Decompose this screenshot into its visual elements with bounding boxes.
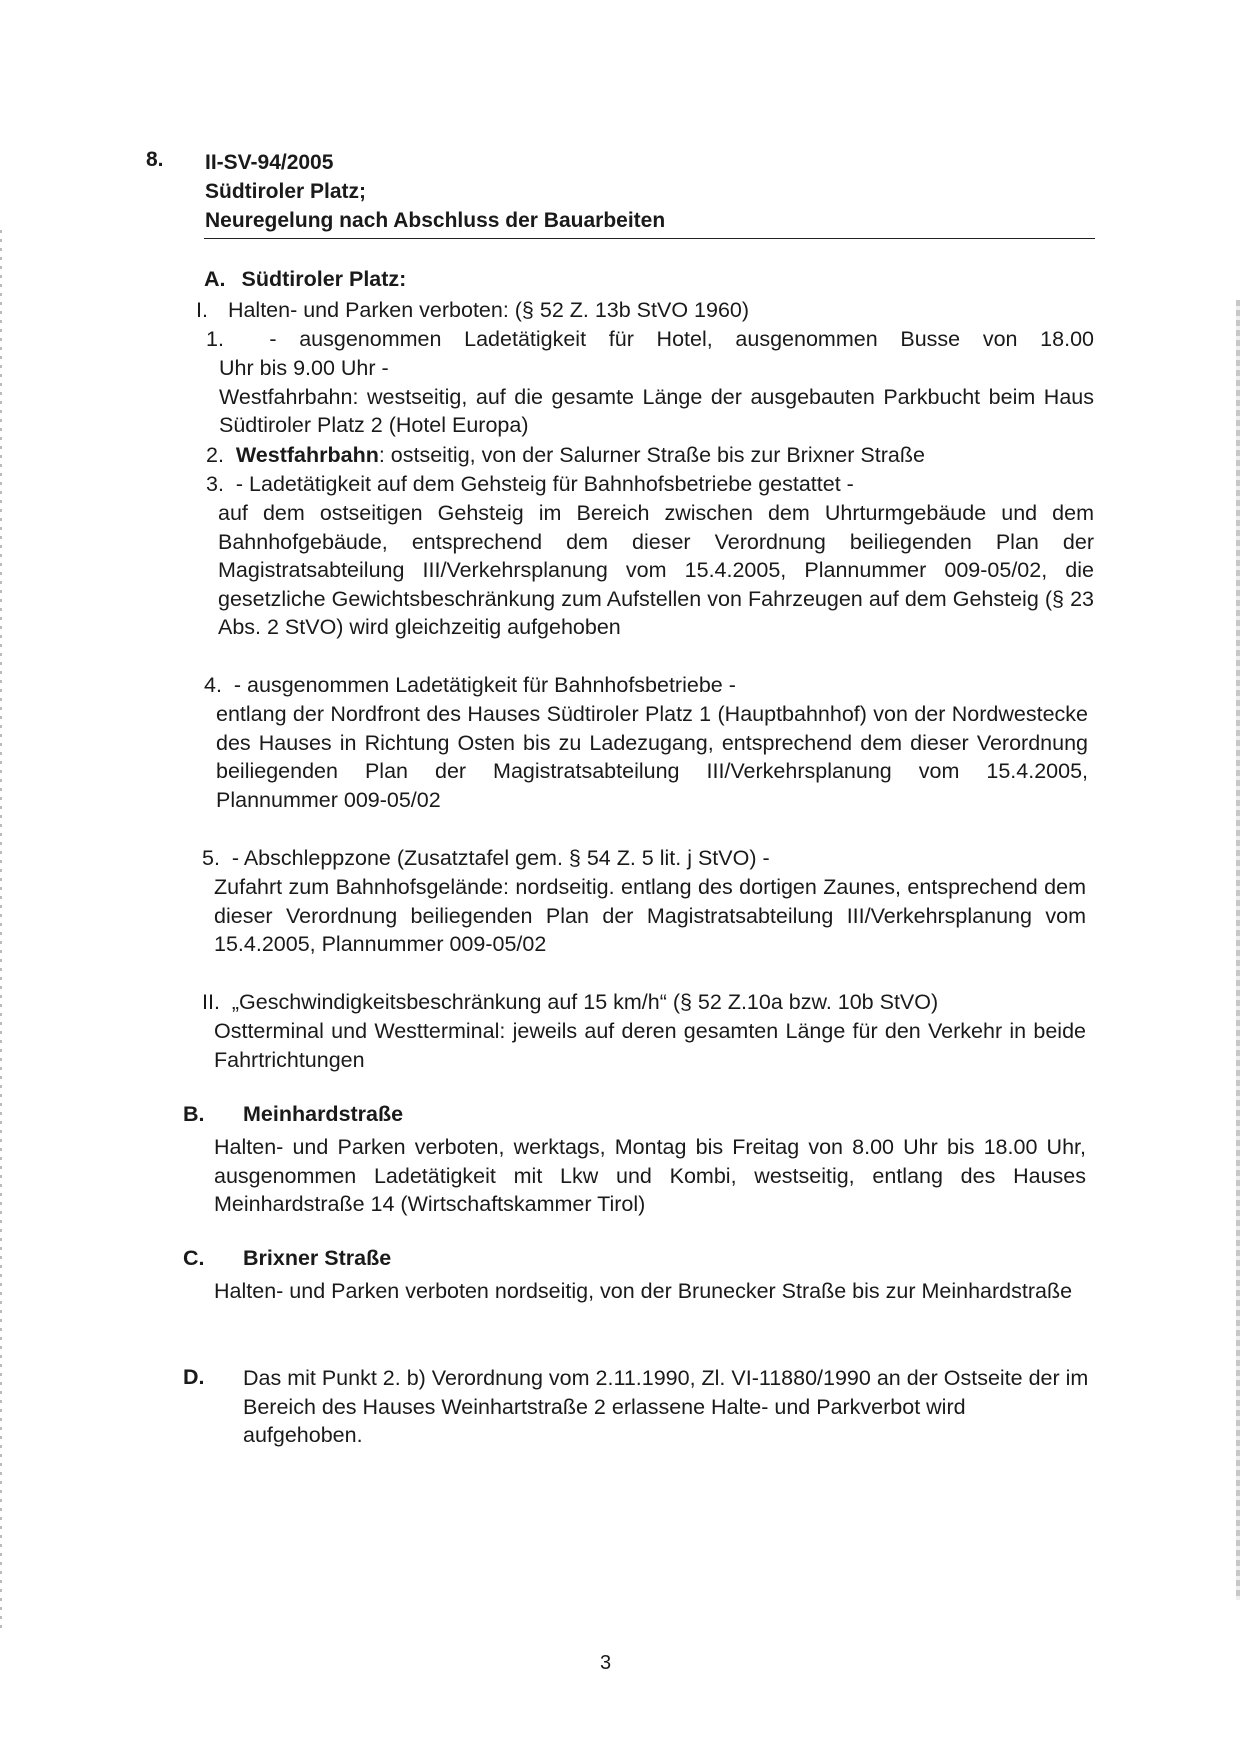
section-b-heading xyxy=(183,1102,404,1127)
roman-2-body: Ostterminal und Westterminal: jeweils auf deren gesamten Länge für den Verkehr in beide Fahrtrichtungen xyxy=(214,1019,1086,1072)
location-title: Südtiroler Platz; xyxy=(205,180,367,203)
roman-2-text: „Geschwindigkeitsbeschränkung auf 15 km/h“ (§ 52 Z.10a bzw. 10b StVO) xyxy=(231,990,939,1014)
item-1 xyxy=(206,325,1094,354)
heading-divider xyxy=(204,238,1095,239)
item-2-bold: Westfahrbahn xyxy=(235,443,379,467)
roman-1-number: I. xyxy=(196,298,208,322)
item-3-first-line: - Ladetätigkeit auf dem Gehsteig für Bahnhofsbetriebe gestattet - xyxy=(235,472,854,496)
subject-title: Neuregelung nach Abschluss der Bauarbeiten xyxy=(205,209,666,232)
section-d-letter: D. xyxy=(183,1365,205,1389)
item-4-first-line: - ausgenommen Ladetätigkeit für Bahnhofsbetriebe - xyxy=(233,673,736,697)
section-c-body: Halten- und Parken verboten nordseitig, von der Brunecker Straße bis zur Meinhardstraße xyxy=(214,1279,1073,1303)
agenda-number: 8. xyxy=(146,148,164,171)
item-5-body: Zufahrt zum Bahnhofsgelände: nordseitig. entlang des dortigen Zaunes, entsprechend dem dieser Verordnung beiliegenden Plan der Magistratsabteilung III/Verkehrsplanung vom 15.4.2005, Plannummer 009-05/02 xyxy=(214,875,1086,956)
reference-number: II-SV-94/2005 xyxy=(205,151,334,174)
section-d-body: Das mit Punkt 2. b) Verordnung vom 2.11.1990, Zl. VI-11880/1990 an der Ostseite der im Bereich des Hauses Weinhartstraße 2 erlassene Halte- und Parkverbot wird aufgehoben. xyxy=(243,1366,1089,1447)
item-2-number: 2. xyxy=(206,443,224,467)
roman-1-text: Halten- und Parken verboten: (§ 52 Z. 13b StVO 1960) xyxy=(227,298,750,322)
item-2 xyxy=(206,441,1094,470)
section-c-heading xyxy=(183,1246,392,1271)
item-2-text: : ostseitig, von der Salurner Straße bis zur Brixner Straße xyxy=(378,443,925,467)
item-4: 4. - ausgenommen Ladetätigkeit für Bahnhofsbetriebe - xyxy=(204,673,736,697)
item-1-continuation xyxy=(219,354,1094,440)
roman-1 xyxy=(196,296,1096,325)
item-1-body: Westfahrbahn: westseitig, auf die gesamte Länge der ausgebauten Parkbucht beim Haus Südtiroler Platz 2 (Hotel Europa) xyxy=(219,384,1094,437)
item-3-body: auf dem ostseitigen Gehsteig im Bereich zwischen dem Uhrturmgebäude und dem Bahnhofgebäude, entsprechend dem dieser Verordnung beiliegenden Plan der Magistratsabteilung III/Verkehrsplanung vom 15.4.2005, Plannummer 009-05/02, die gesetzliche Gewichtsbeschränkung zum Aufstellen von Fahrzeugen auf dem Gehsteig (§ 23 Abs. 2 StVO) wird gleichzeitig aufgehoben xyxy=(218,501,1094,639)
agenda-heading xyxy=(205,148,665,235)
section-c-letter: C. xyxy=(183,1246,205,1270)
item-5-first-line: - Abschleppzone (Zusatztafel gem. § 54 Z. 5 lit. j StVO) - xyxy=(231,846,770,870)
page-number: 3 xyxy=(600,1652,612,1674)
item-3: 3. - Ladetätigkeit auf dem Gehsteig für Bahnhofsbetriebe gestattet - xyxy=(206,472,854,496)
section-b-title: Meinhardstraße xyxy=(243,1102,404,1126)
section-a-heading xyxy=(204,267,406,292)
scan-edge-right xyxy=(1236,300,1240,1600)
item-5: 5. - Abschleppzone (Zusatztafel gem. § 54 Z. 5 lit. j StVO) - xyxy=(202,846,770,870)
item-1-first-line: 1. - ausgenommen Ladetätigkeit für Hotel, ausgenommen Busse von 18.00 xyxy=(206,327,1094,351)
section-a-letter: A. xyxy=(204,267,226,291)
scan-edge-left xyxy=(0,230,2,1630)
section-a-title: Südtiroler Platz: xyxy=(241,267,407,291)
item-4-body: entlang der Nordfront des Hauses Südtiroler Platz 1 (Hauptbahnhof) von der Nordwestecke des Hauses in Richtung Osten bis zu Ladezugang, entsprechend dem dieser Verordnung beiliegenden Plan der Magistratsabteilung III/Verkehrsplanung vom 15.4.2005, Plannummer 009-05/02 xyxy=(216,702,1088,812)
item-1-rest: Uhr bis 9.00 Uhr - xyxy=(219,356,389,380)
section-b-letter: B. xyxy=(183,1102,205,1126)
roman-2 xyxy=(202,988,1092,1017)
section-b-body: Halten- und Parken verboten, werktags, Montag bis Freitag von 8.00 Uhr bis 18.00 Uhr, ausgenommen Ladetätigkeit mit Lkw und Kombi, westseitig, entlang des Hauses Meinhardstraße 14 (Wirtschaftskammer Tirol) xyxy=(214,1135,1086,1216)
section-c-title: Brixner Straße xyxy=(243,1246,392,1270)
roman-2-number: II. xyxy=(202,990,220,1014)
